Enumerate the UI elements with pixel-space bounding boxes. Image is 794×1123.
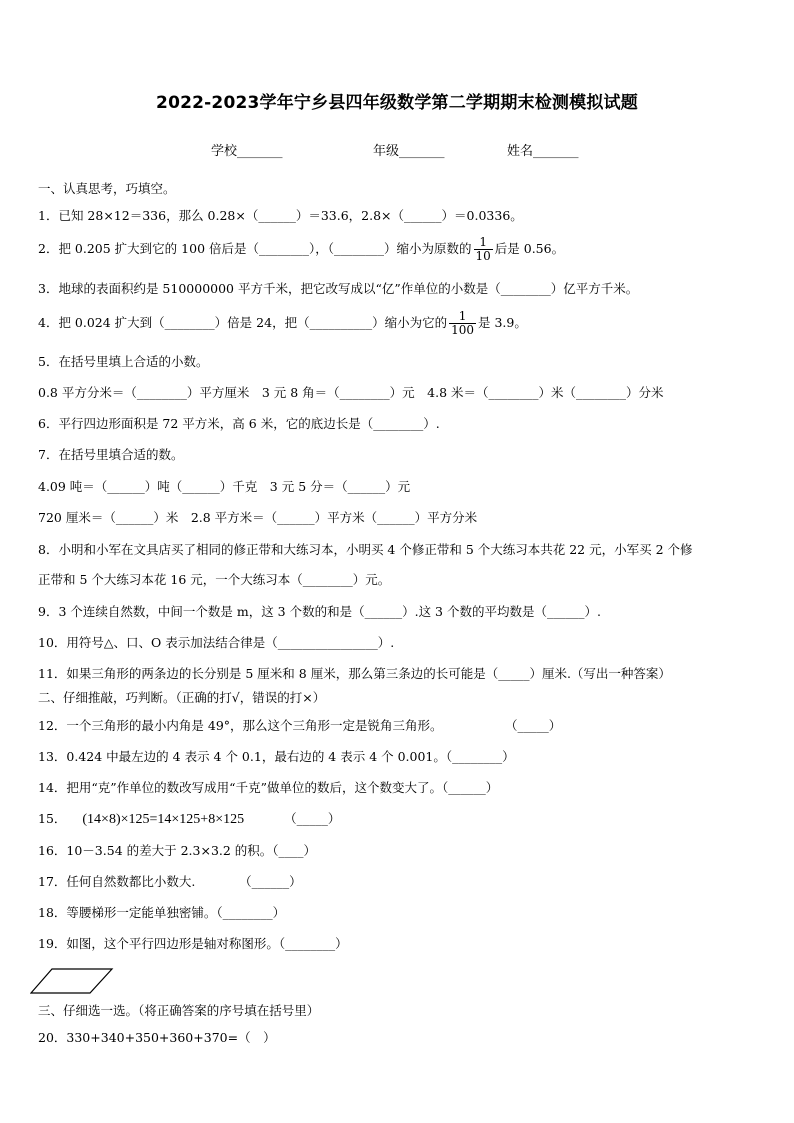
question-11: 11．如果三角形的两条边的长分别是 5 厘米和 8 厘米，那么第三条边的长可能是（_____）厘米.（写出一种答案） (38, 666, 671, 681)
question-9: 9．3 个连续自然数，中间一个数是 m，这 3 个数的和是（______）.这 3 个数的平均数是（______）. (38, 604, 601, 619)
question-12: 12．一个三角形的最小内角是 49°，那么这个三角形一定是锐角三角形。 （_____） (38, 718, 562, 733)
question-8-line-1: 8．小明和小军在文具店买了相同的修正带和大练习本，小明买 4 个修正带和 5 个大练习本共花 22 元，小军买 2 个修 (38, 542, 693, 557)
parallelogram-figure (30, 968, 114, 994)
section-2-heading: 二、仔细推敲，巧判断。（正确的打√，错误的打×） (38, 690, 326, 705)
question-13: 13．0.424 中最左边的 4 表示 4 个 0.1，最右边的 4 表示 4 个 0.001。（________） (38, 749, 515, 764)
question-2-text-a: 2．把 0.205 扩大到它的 100 倍后是（________），（________）缩小为原数的 (38, 241, 472, 256)
question-7-line-2: 720 厘米＝（______）米 2.8 平方米＝（______）平方米（______）平方分米 (38, 510, 478, 525)
question-18: 18．等腰梯形一定能单独密铺。（________） (38, 905, 286, 920)
question-15-answer: （_____） (284, 811, 341, 826)
question-1: 1．已知 28×12＝336，那么 0.28×（______）＝33.6，2.8×（______）＝0.0336。 (38, 208, 523, 223)
question-10: 10．用符号△、口、O 表示加法结合律是（________________）. (38, 635, 395, 650)
question-2-text-b: 后是 0.56。 (494, 241, 565, 256)
question-16: 16．10－3.54 的差大于 2.3×3.2 的积。（____） (38, 843, 317, 858)
question-17: 17．任何自然数都比小数大. （______） (38, 874, 302, 889)
question-3: 3．地球的表面积约是 510000000 平方千米，把它改写成以“亿”作单位的小数是（________）亿平方千米。 (38, 281, 639, 296)
question-4-fraction (449, 310, 476, 337)
question-5: 5．在括号里填上合适的小数。 (38, 354, 209, 369)
question-4-text-a: 4．把 0.024 扩大到（________）倍是 24，把（__________）缩小为它的 (38, 315, 448, 330)
question-4-text-b: 是 3.9。 (477, 315, 527, 330)
fraction-numerator: 1 (449, 310, 476, 324)
question-7: 7．在括号里填合适的数。 (38, 447, 184, 462)
fraction-denominator: 100 (451, 323, 474, 337)
question-15-number: 15． (38, 811, 67, 826)
question-2-fraction (474, 236, 493, 263)
grade-field: 年级_______ (373, 144, 445, 159)
page-title: 2022-2023学年宁乡县四年级数学第二学期期末检测模拟试题 (156, 93, 638, 113)
question-14: 14．把用“克”作单位的数改写成用“千克”做单位的数后，这个数变大了。（______） (38, 780, 499, 795)
question-6: 6．平行四边形面积是 72 平方米，高 6 米，它的底边长是（________）. (38, 416, 440, 431)
section-3-heading: 三、仔细选一选。（将正确答案的序号填在括号里） (38, 1003, 320, 1018)
question-4 (38, 310, 527, 337)
name-field: 姓名_______ (507, 144, 579, 159)
section-1-heading: 一、认真思考，巧填空。 (38, 181, 176, 196)
school-field: 学校_______ (211, 144, 283, 159)
question-20: 20．330+340+350+360+370=（ ） (38, 1030, 276, 1045)
fraction-denominator: 10 (475, 249, 491, 263)
question-7-line-1: 4.09 吨＝（______）吨（______）千克 3 元 5 分＝（______）元 (38, 479, 411, 494)
question-5-line: 0.8 平方分米＝（________）平方厘米 3 元 8 角＝（________）元 4.8 米＝（________）米（________）分米 (38, 385, 664, 400)
fraction-numerator: 1 (474, 236, 493, 250)
question-8-line-2: 正带和 5 个大练习本花 16 元，一个大练习本（________）元。 (38, 572, 391, 587)
question-2 (38, 236, 564, 263)
question-15-formula: (14×8)×125=14×125+8×125 (82, 812, 245, 827)
question-19: 19．如图，这个平行四边形是轴对称图形。（________） (38, 936, 348, 951)
question-15 (38, 811, 340, 828)
